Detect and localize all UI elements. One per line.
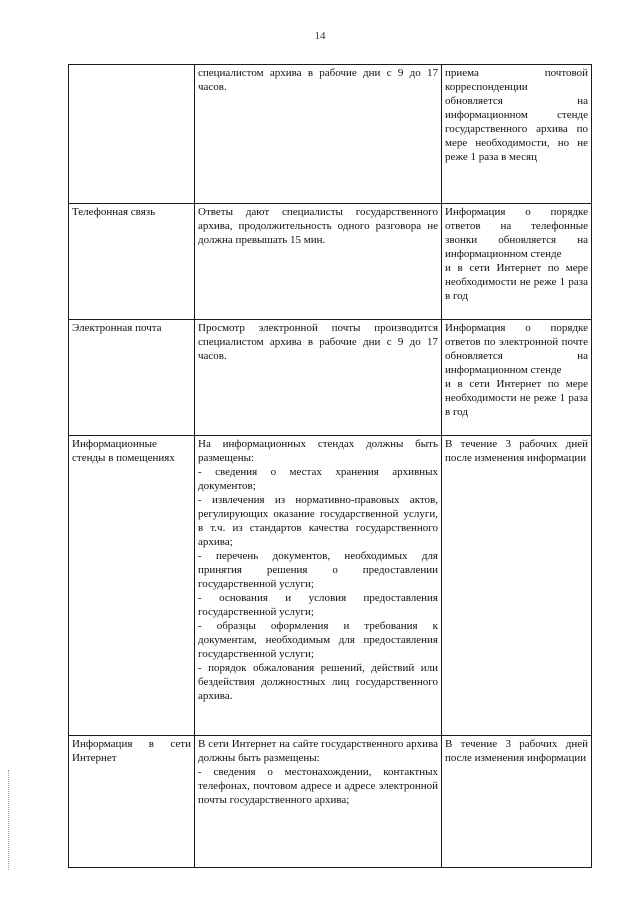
table-row xyxy=(69,204,592,320)
channel-cell xyxy=(69,436,195,736)
channel-name: Телефонная связь xyxy=(72,206,156,218)
procedure-item: - сведения о местах хранения архивных документов; xyxy=(198,466,438,492)
channel-cell xyxy=(69,204,195,320)
procedure-text: Просмотр электронной почты производится специалистом архива в рабочие дни с 9 до 17 часов. xyxy=(198,322,438,362)
procedure-item: - сведения о местонахождении, контактных телефонах, почтовом адресе и адресе электронной почты государственного архива; xyxy=(198,766,438,806)
update-rule-text: В течение 3 рабочих дней после изменения информации xyxy=(445,438,588,464)
update-rule-text: приема почтовой корреспонденции обновляется на информационном стенде государственного архива по мере необходимости, но не реже 1 раза в месяц xyxy=(445,67,588,163)
update-rule-text: Информация о порядке ответов на телефонные звонки обновляется на информационном стенде xyxy=(445,206,588,260)
channel-cell xyxy=(69,736,195,868)
procedure-item: - образцы оформления и требования к документам, необходимым для предоставления государственной услуги; xyxy=(198,620,438,660)
procedure-item: - перечень документов, необходимых для принятия решения о предоставлении государственной услуги; xyxy=(198,550,438,590)
procedure-item: - порядок обжалования решений, действий или бездействия должностных лиц государственного архива. xyxy=(198,662,438,702)
procedure-text: В сети Интернет на сайте государственного архива должны быть размещены: xyxy=(198,738,438,764)
table-row xyxy=(69,736,592,868)
information-channels-table xyxy=(68,64,592,868)
procedure-text: Ответы дают специалисты государственного архива, продолжительность одного разговора не должна превышать 15 мин. xyxy=(198,206,438,246)
channel-name: Информационные стенды в помещениях xyxy=(72,438,175,464)
update-rule-text: Информация о порядке ответов по электронной почте обновляется на информационном стенде xyxy=(445,322,588,376)
channel-cell xyxy=(69,65,195,204)
procedure-cell xyxy=(195,204,442,320)
channel-name: Информация в сети Интернет xyxy=(72,738,191,764)
update-rule-cell xyxy=(442,320,592,436)
update-rule-text: В течение 3 рабочих дней после изменения информации xyxy=(445,738,588,764)
procedure-cell xyxy=(195,736,442,868)
update-rule-cell xyxy=(442,736,592,868)
update-rule-cell xyxy=(442,65,592,204)
channel-cell xyxy=(69,320,195,436)
page-number: 14 xyxy=(314,30,326,42)
update-rule-text: и в сети Интернет по мере необходимости не реже 1 раза в год xyxy=(445,378,588,418)
table-row xyxy=(69,320,592,436)
procedure-item: - основания и условия предоставления государственной услуги; xyxy=(198,592,438,618)
channel-name: Электронная почта xyxy=(72,322,162,334)
table-row xyxy=(69,65,592,204)
procedure-cell xyxy=(195,65,442,204)
procedure-text: специалистом архива в рабочие дни с 9 до 17 часов. xyxy=(198,67,438,93)
procedure-cell xyxy=(195,436,442,736)
procedure-cell xyxy=(195,320,442,436)
procedure-item: - извлечения из нормативно-правовых актов, регулирующих оказание государственной услуги, в т.ч. из стандартов качества государственного архива; xyxy=(198,494,438,548)
update-rule-text: и в сети Интернет по мере необходимости не реже 1 раза в год xyxy=(445,262,588,302)
update-rule-cell xyxy=(442,436,592,736)
table-row xyxy=(69,436,592,736)
procedure-text: На информационных стендах должны быть размещены: xyxy=(198,438,438,464)
scan-margin-marks xyxy=(8,770,13,870)
update-rule-cell xyxy=(442,204,592,320)
